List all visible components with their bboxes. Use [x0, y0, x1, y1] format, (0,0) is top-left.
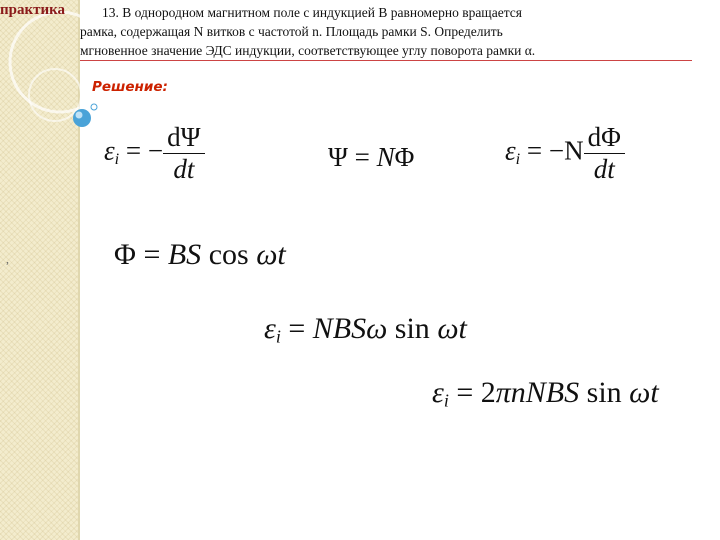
- formula-emf-flux-linkage: [104, 122, 205, 185]
- phi-symbol: Φ: [114, 238, 136, 271]
- sin-function: sin: [387, 312, 438, 345]
- emf-symbol: ε: [264, 312, 276, 345]
- equals: =: [280, 312, 313, 345]
- fraction-denominator: dt: [584, 153, 625, 185]
- psi-symbol: Ψ: [328, 142, 348, 172]
- sidebar-label: практика: [0, 2, 66, 18]
- emf-symbol: ε: [104, 135, 115, 166]
- emf-subscript: i: [275, 326, 281, 347]
- cos-function: cos: [201, 238, 257, 271]
- equals-minus: = −: [119, 135, 164, 166]
- emf-subscript: i: [443, 390, 449, 411]
- phi-symbol: Φ: [394, 142, 415, 172]
- omega-t-term: ωt: [256, 238, 286, 271]
- fraction: [163, 122, 204, 185]
- fraction-numerator: dΨ: [167, 122, 201, 152]
- equals-minus-n: = −N: [520, 135, 584, 166]
- equals: =: [347, 142, 377, 172]
- turns-symbol: N: [376, 142, 395, 172]
- formula-emf-instant: [264, 312, 467, 348]
- omega-t-term: ωt: [629, 376, 659, 409]
- emf-symbol: ε: [432, 376, 444, 409]
- solution-label: Решение:: [92, 79, 168, 95]
- formula-emf-final: [432, 376, 659, 412]
- header-rule: [80, 60, 692, 61]
- formula-emf-turns: [505, 122, 625, 185]
- problem-statement: [80, 3, 692, 60]
- sin-function: sin: [579, 376, 630, 409]
- fraction-numerator: dΦ: [587, 122, 621, 152]
- emf-subscript: i: [114, 149, 120, 168]
- fraction-denominator: dt: [163, 153, 204, 185]
- nbs-omega-term: NBSω: [312, 312, 388, 345]
- fraction: [584, 122, 625, 185]
- formula-flux: [114, 238, 286, 272]
- pi-n-nbs-term: πnNBS: [495, 376, 580, 409]
- stray-mark: ,: [6, 252, 9, 266]
- problem-line: мгновенное значение ЭДС индукции, соответствующее углу поворота рамки α.: [80, 43, 536, 58]
- bs-term: BS: [167, 238, 202, 271]
- emf-symbol: ε: [505, 135, 516, 166]
- equals-two: = 2: [448, 376, 496, 409]
- formula-flux-linkage: [328, 142, 414, 173]
- emf-subscript: i: [515, 149, 521, 168]
- equals: =: [135, 238, 168, 271]
- problem-line: 13. В однородном магнитном поле с индукцией В равномерно вращается: [102, 5, 522, 20]
- problem-line: рамка, содержащая N витков с частотой n. Площадь рамки S. Определить: [80, 24, 503, 39]
- omega-t-term: ωt: [437, 312, 467, 345]
